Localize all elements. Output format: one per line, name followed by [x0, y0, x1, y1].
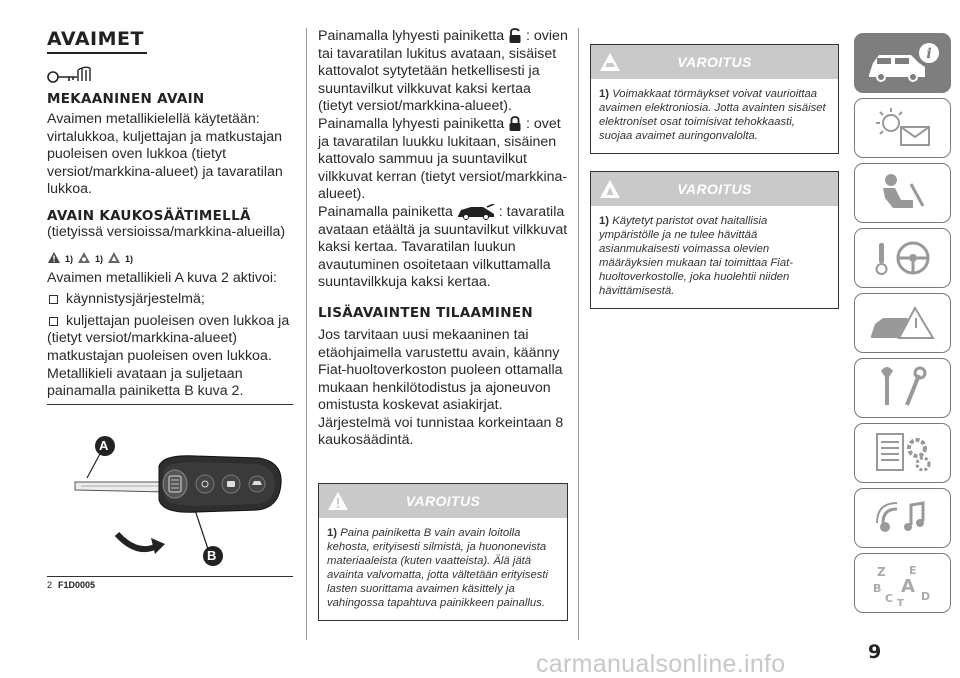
environment-triangle-icon [599, 179, 621, 199]
column-divider [578, 28, 579, 640]
caution-car-triangle-icon [599, 52, 621, 72]
svg-text:E: E [908, 564, 917, 577]
heading-order-keys: LISÄAVAINTEN TILAAMINEN [318, 304, 533, 321]
warning-lights-icon [863, 105, 943, 151]
environment-triangle-icon [107, 251, 121, 264]
warning-triangle-icon [47, 251, 61, 264]
warning-body [319, 518, 567, 620]
column-middle [318, 28, 568, 609]
seat-person-icon [863, 170, 943, 216]
svg-text:D: D [920, 590, 930, 603]
warning-title: VAROITUS [677, 54, 752, 70]
section-title-wrap [47, 28, 147, 54]
warning-header [591, 45, 838, 79]
tab-multimedia[interactable] [854, 488, 951, 548]
figure-number: 2 [47, 580, 53, 590]
warning-number: 1) [327, 527, 338, 539]
bullet-text-2: kuljettajan puoleisen oven lukkoa ja [66, 312, 290, 329]
para-lock [318, 116, 568, 204]
para-trunk-b: : tavaratila avataan etäältä ja suuntavilkut vilkkuvat kaksi kertaa. Tavaratilan luukun avautuminen osoitetaan vilkuttamalla suuntavilkkuja kaksi kertaa. [318, 203, 568, 291]
warning-header [591, 172, 838, 206]
document-gears-icon [863, 430, 943, 476]
svg-text:Z: Z [876, 565, 886, 579]
bullet-text-2-cont: (tietyt versiot/markkina-alueet) matkustajan puoleisen oven lukkoa. Metallikieli avataan ja suljetaan painamalla painiketta B kuva 2. [47, 330, 272, 400]
warning-header [319, 484, 567, 518]
unlock-icon [508, 28, 522, 44]
tab-maintenance[interactable] [854, 358, 951, 418]
fig-label-a: A [99, 438, 109, 453]
heading-remote-key: AVAIN KAUKOSÄÄTIMELLÄ [47, 207, 251, 224]
ref-1: 1) [65, 253, 74, 264]
warning-box-1 [318, 483, 568, 621]
tab-car-info[interactable] [854, 33, 951, 93]
tab-seats-safety[interactable] [854, 163, 951, 223]
warning-body [591, 79, 838, 153]
ref-3: 1) [125, 253, 134, 264]
fig-label-b: B [207, 548, 217, 563]
para-max-remotes: Järjestelmä voi tunnistaa korkeintaan 8 kaukosäädintä. [318, 414, 564, 449]
para-unlock [318, 28, 568, 116]
figure-top-rule [47, 404, 293, 405]
section-title: AVAIMET [47, 28, 144, 50]
para-mechanical-key: Avaimen metallikielellä käytetään: virtalukkoa, kuljettajan ja matkustajan puoleisen oven lukkoa (tietyt versiot/markkina-alueet) ja tavaratilan lukkoa. [47, 111, 283, 198]
column-divider [306, 28, 307, 640]
steering-wheel-icon [863, 235, 943, 281]
column-left [47, 28, 293, 590]
watermark: carmanualsonline.info [536, 650, 786, 678]
bullet-text-1: käynnistysjärjestelmä; [66, 291, 205, 308]
bullet-item-1 [47, 291, 293, 309]
warning-title: VAROITUS [677, 181, 752, 197]
tab-emergency[interactable] [854, 293, 951, 353]
warning-body [591, 206, 838, 308]
para-remote-sub: (tietyissä versioissa/markkina-alueilla) [47, 223, 286, 240]
svg-text:T: T [896, 598, 904, 606]
warning-number: 1) [599, 215, 610, 227]
caution-triangle-icon [77, 251, 91, 264]
alphabet-index-icon [863, 560, 943, 606]
warning-title: VAROITUS [405, 493, 481, 509]
svg-text:i: i [925, 46, 932, 62]
column-right [590, 44, 839, 309]
svg-text:C: C [884, 592, 893, 605]
svg-text:B: B [872, 582, 881, 595]
lock-icon [508, 116, 522, 132]
warning-refs [47, 246, 293, 264]
para-blade: Avaimen metallikieli A kuva 2 aktivoi: [47, 269, 277, 286]
figure-caption [47, 576, 293, 590]
emergency-car-icon [863, 300, 943, 346]
heading-mechanical-key: MEKAANINEN AVAIN [47, 91, 205, 107]
page-number: 9 [868, 641, 882, 663]
para-unlock-b: : ovien tai tavaratilan lukitus avataan, sisäiset kattovalot sytytetään hetkellisesti ja suuntavilkut vilkkuvat kaksi kertaa (tietyt versiot/markkina-alueet). [318, 28, 568, 115]
trunk-open-icon [457, 204, 495, 220]
multimedia-icon [863, 495, 943, 541]
figure-code: F1D0005 [58, 580, 96, 590]
para-lock-b: : ovet ja tavaratilan luukku lukitaan, sisäinen kattovalo sammuu ja suuntavilkut vilkkuvat kerran (tietyt versiot/markkina-alueet). [318, 115, 568, 203]
tab-technical-data[interactable] [854, 423, 951, 483]
warning-triangle-icon [327, 491, 349, 511]
bullet-item-2 [47, 313, 293, 331]
warning-text: Paina painiketta B vain avain loitolla kehosta, erityisesti silmistä, ja huononevista materiaaleista (kuten vaatteista). Älä jätä avainta valvomatta, jotta vältetään erityisesti lasten suorittama avaimen käsittely ja vahingossa tapahtuva painikkeen painallus. [327, 527, 549, 609]
car-info-icon [863, 41, 943, 85]
para-lock-a: Painamalla lyhyesti painiketta [318, 115, 505, 132]
tab-warning-lights[interactable] [854, 98, 951, 158]
key-symbol-icon [47, 66, 293, 84]
warning-number: 1) [599, 88, 610, 100]
warning-box-3 [590, 171, 839, 309]
bullet-box-icon [49, 295, 58, 304]
para-order-keys: Jos tarvitaan uusi mekaaninen tai etäohjaimella varustettu avain, käänny Fiat-huoltoverkoston puoleen ottamalla mukaan henkilötodistus ja ajoneuvon omistusta koskevat asiakirjat. [318, 326, 563, 414]
tools-icon [863, 365, 943, 411]
tab-starting-driving[interactable] [854, 228, 951, 288]
para-unlock-a: Painamalla lyhyesti painiketta [318, 28, 505, 44]
warning-box-2 [590, 44, 839, 154]
warning-text: Voimakkaat törmäykset voivat vaurioittaa avaimen elektroniosia. Jotta avainten sisäiset elektroniset osat toimisivat tehokkaasti, suojaa avaimet auringonvalolta. [599, 88, 826, 142]
key-figure [47, 406, 293, 576]
para-trunk-a: Painamalla painiketta [318, 203, 453, 220]
chapter-tabs [854, 33, 951, 618]
svg-text:A: A [900, 576, 915, 597]
bullet-box-icon [49, 317, 58, 326]
para-trunk [318, 204, 568, 292]
warning-text: Käytetyt paristot ovat haitallisia ympäristölle ja ne tulee hävittää asianmukaisesti voimassa olevien määräyksien mukaan tai toimittaa Fiat-huoltoverkostolle, joka huolehtii niiden hävittämisestä. [599, 215, 794, 297]
ref-2: 1) [95, 253, 104, 264]
tab-index[interactable] [854, 553, 951, 613]
